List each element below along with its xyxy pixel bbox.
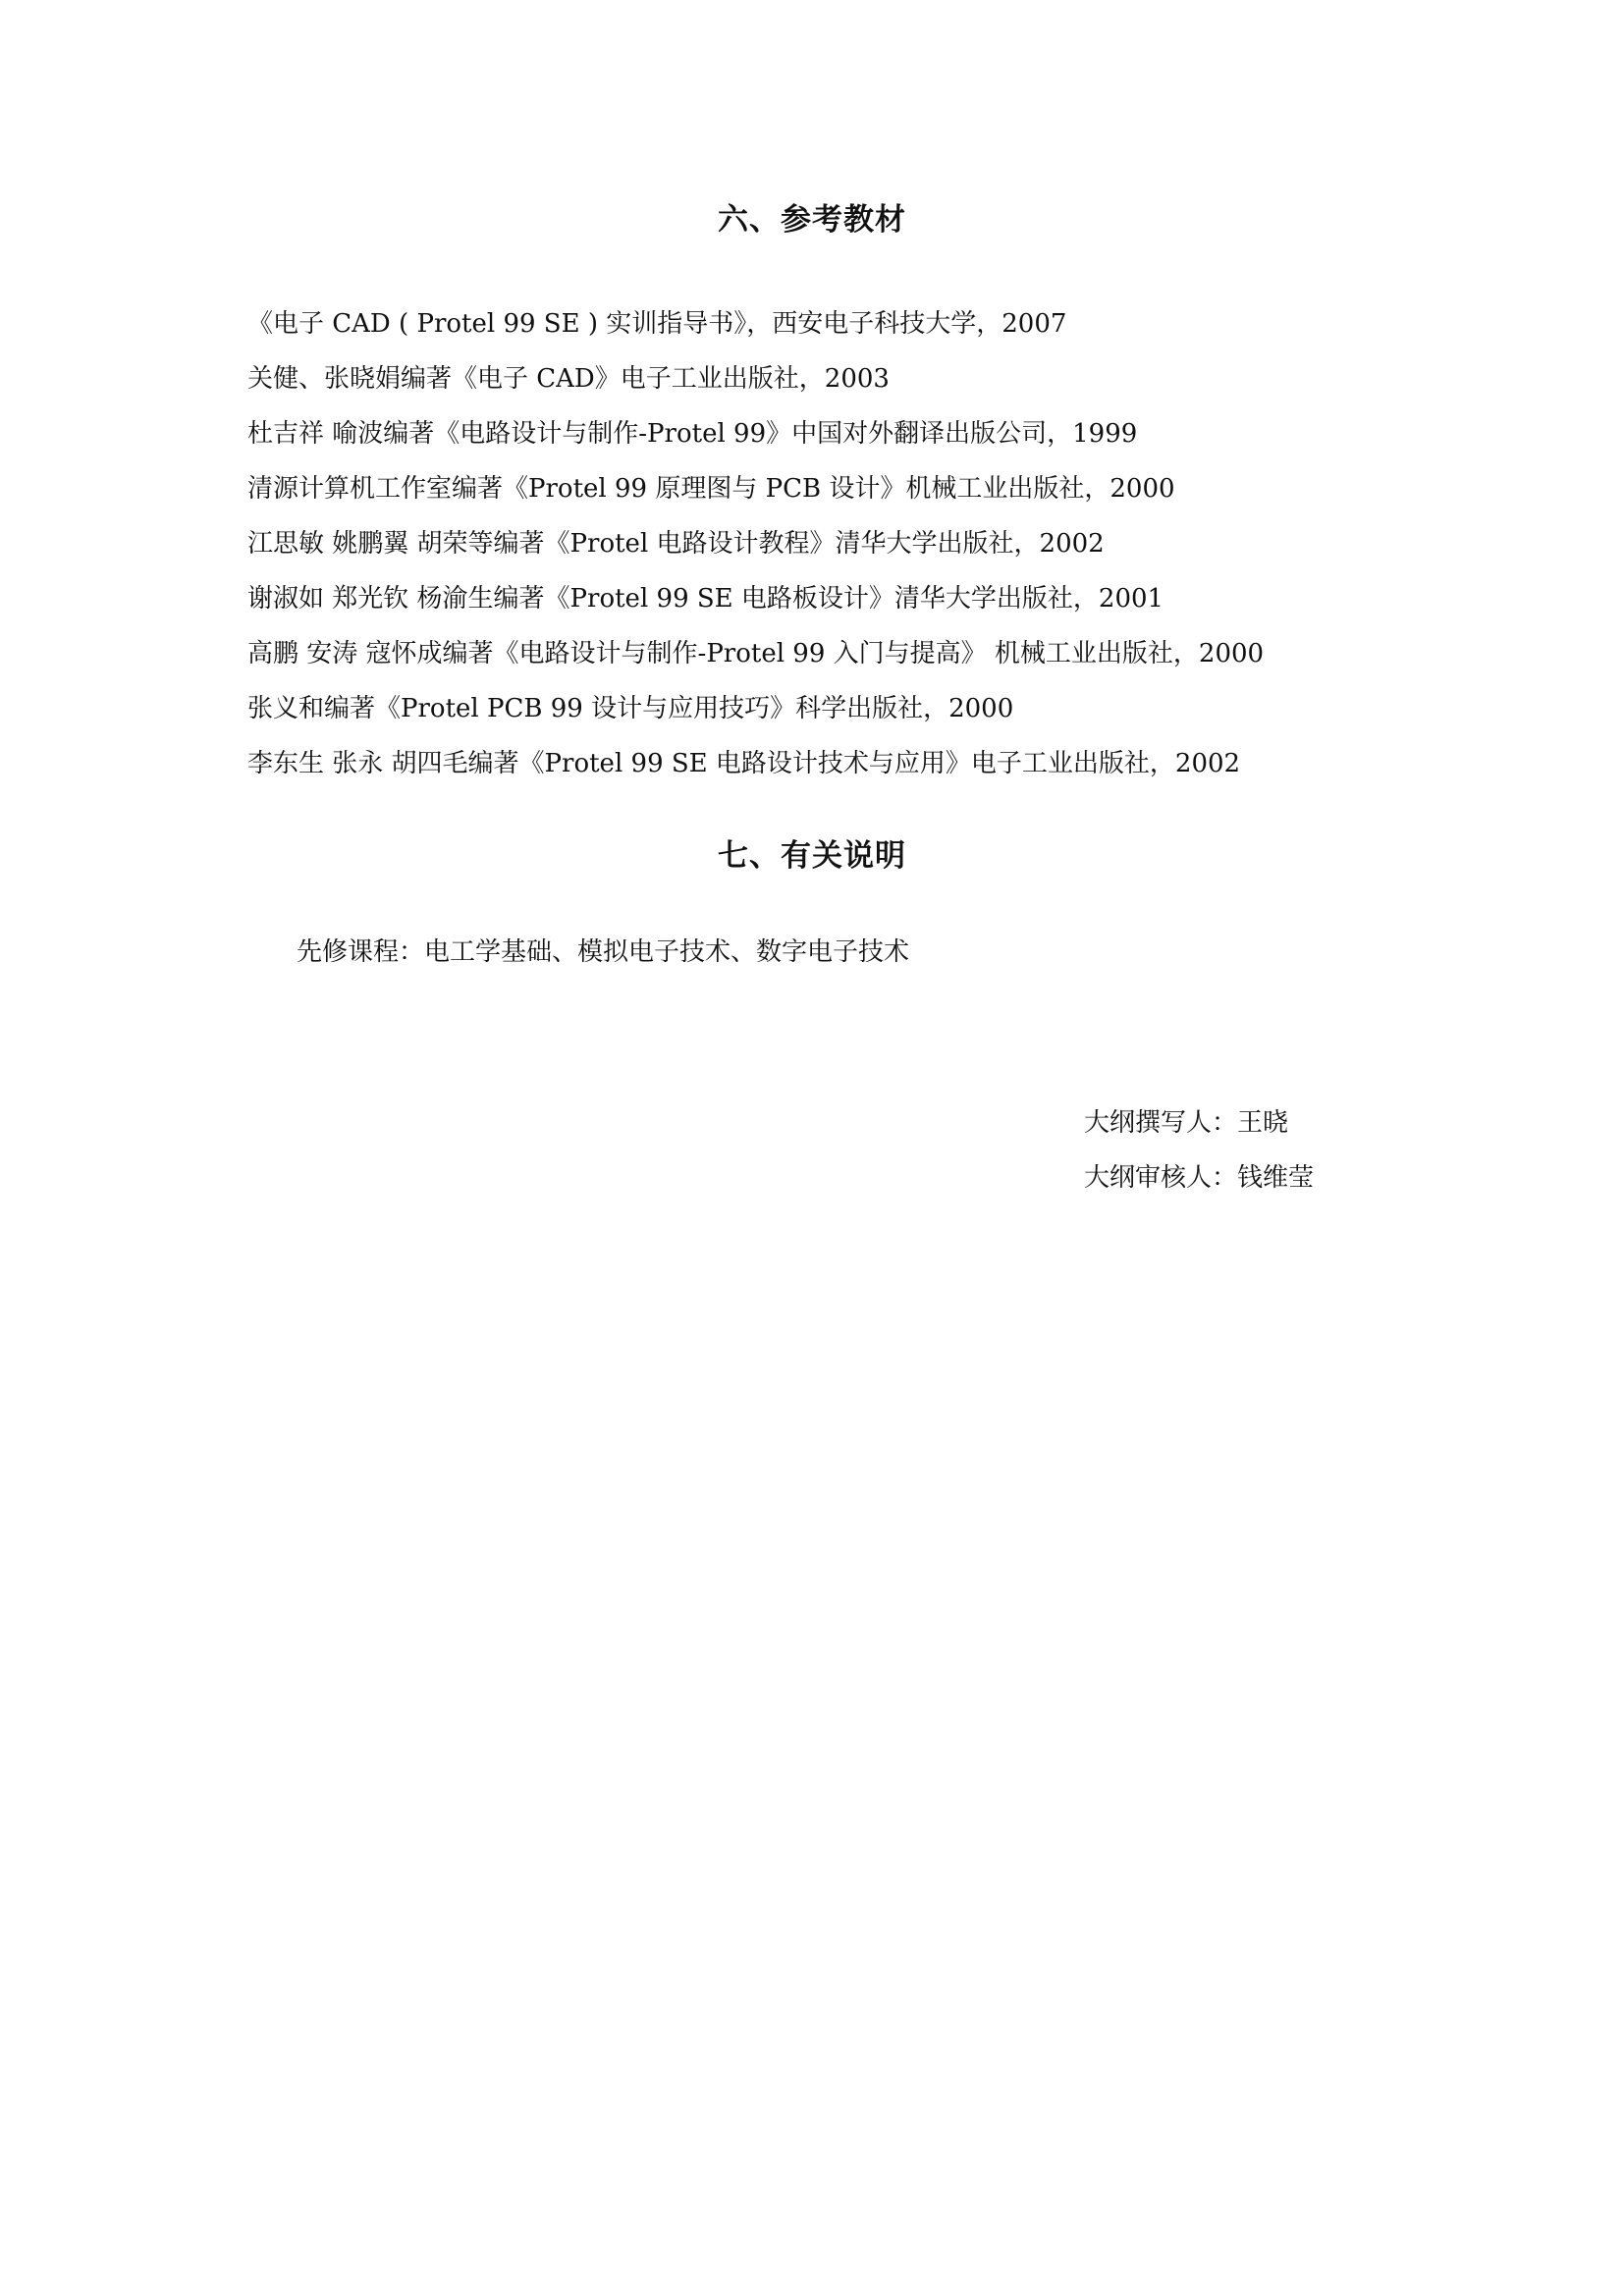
reference-item: 清源计算机工作室编著《Protel 99 原理图与 PCB 设计》机械工业出版社，2000 xyxy=(247,474,1175,504)
reference-item: 杜吉祥 喻波编著《电路设计与制作-Protel 99》中国对外翻译出版公司，1999 xyxy=(247,419,1138,449)
notes-heading: 七、有关说明 xyxy=(718,838,906,874)
reference-item: 关健、张晓娟编著《电子 CAD》电子工业出版社，2003 xyxy=(247,364,890,394)
signoff-block xyxy=(1084,1095,1314,1205)
reference-item: 谢淑如 郑光钦 杨渝生编著《Protel 99 SE 电路板设计》清华大学出版社，2001 xyxy=(247,584,1164,614)
reference-item: 张义和编著《Protel PCB 99 设计与应用技巧》科学出版社，2000 xyxy=(247,694,1014,723)
references-list xyxy=(247,296,1426,791)
references-heading: 六、参考教材 xyxy=(718,202,906,238)
reviewer-line: 大纲审核人：钱维莹 xyxy=(1084,1163,1315,1193)
author-line: 大纲撰写人：王晓 xyxy=(1084,1108,1289,1138)
reference-item: 高鹏 安涛 寇怀成编著《电路设计与制作-Protel 99 入门与提高》 机械工业出版社，2000 xyxy=(247,639,1265,668)
reference-item: 《电子 CAD ( Protel 99 SE ) 实训指导书》，西安电子科技大学，2007 xyxy=(247,309,1067,339)
prerequisites-text: 先修课程：电工学基础、模拟电子技术、数字电子技术 xyxy=(297,937,910,967)
reference-item: 李东生 张永 胡四毛编著《Protel 99 SE 电路设计技术与应用》电子工业出版社，2002 xyxy=(247,749,1241,778)
reference-item: 江思敏 姚鹏翼 胡荣等编著《Protel 电路设计教程》清华大学出版社，2002 xyxy=(247,529,1105,559)
